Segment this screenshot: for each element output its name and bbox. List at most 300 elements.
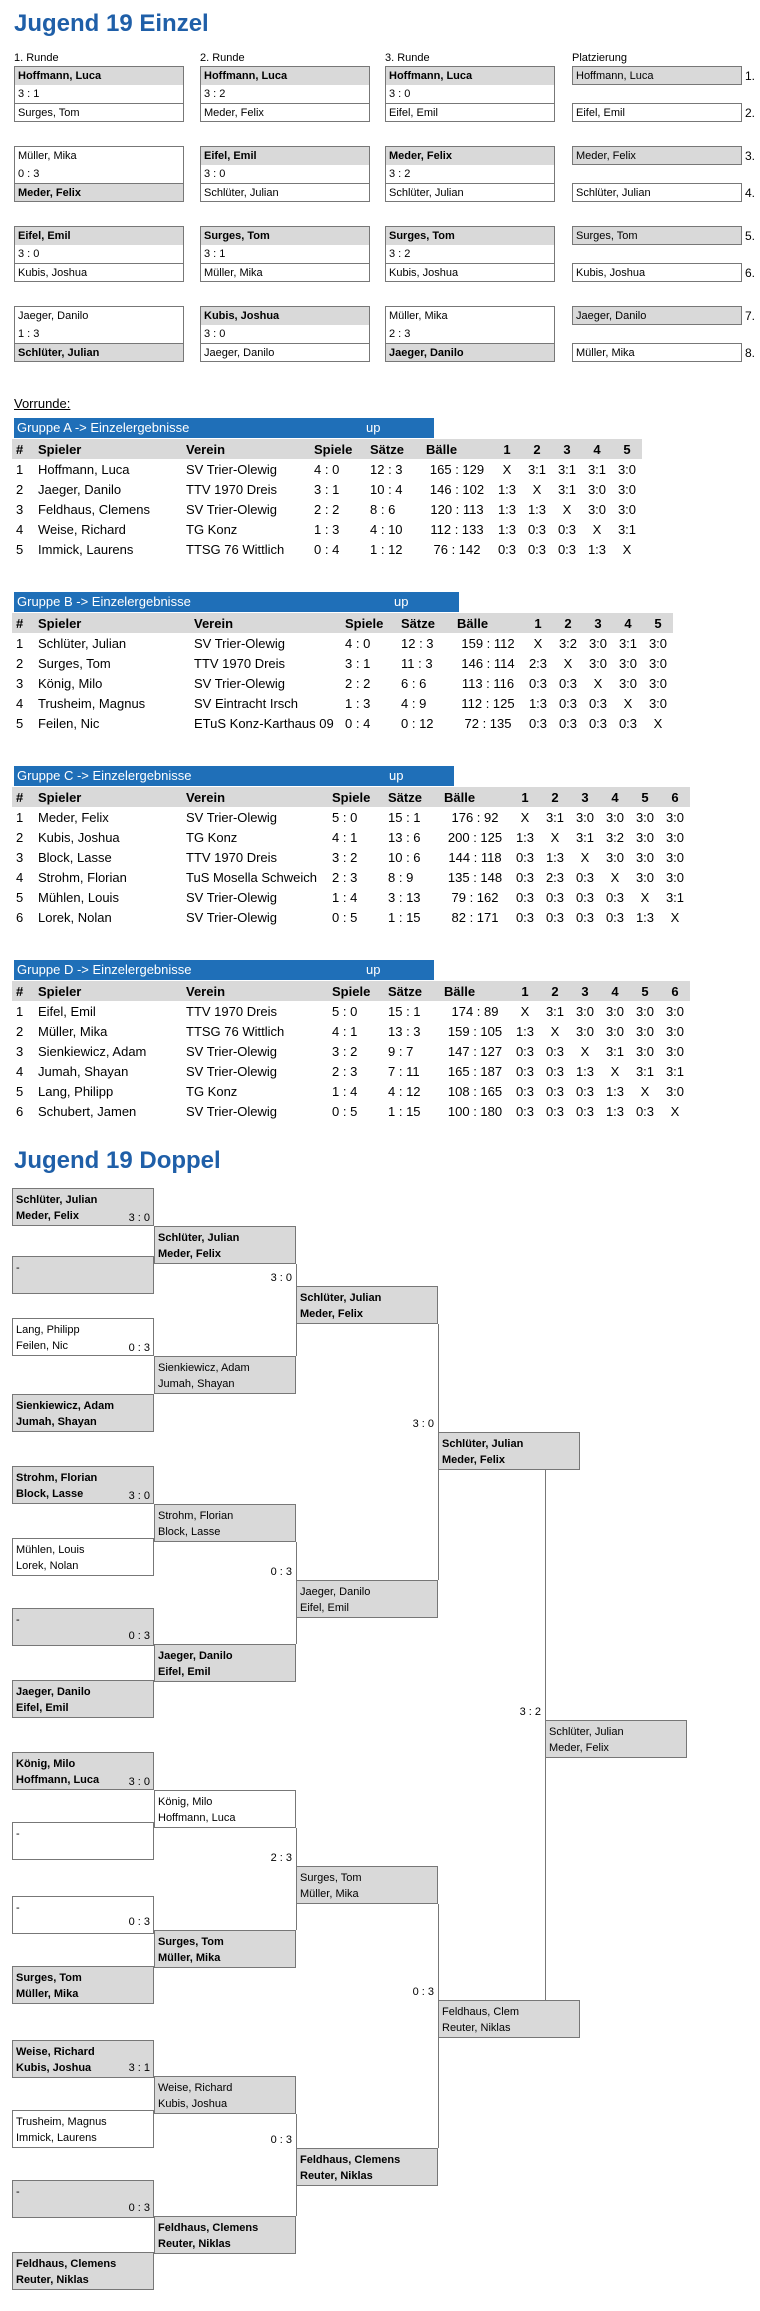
table-cell: 1:3 (515, 829, 535, 845)
column-header: Verein (182, 439, 310, 459)
team-player: Sienkiewicz, Adam (158, 1362, 250, 1374)
table-cell: SV Trier-Olewig (186, 461, 278, 477)
table-cell: 4 : 1 (332, 829, 358, 845)
column-header: 1 (510, 981, 540, 1001)
team-player: Müller, Mika (158, 1952, 221, 1964)
table-cell: 3:0 (618, 675, 638, 691)
table-cell: 3:0 (587, 501, 607, 517)
doubles-team-box (12, 1680, 154, 1718)
match-player: Eifel, Emil (200, 146, 370, 165)
table-row (12, 1061, 690, 1081)
match-score: 3 : 0 (128, 1490, 150, 1502)
placement-number: 1. (745, 69, 756, 83)
table-cell: 3:0 (665, 869, 685, 885)
team-player: Mühlen, Louis (16, 1544, 85, 1556)
team-player: Lang, Philipp (16, 1324, 80, 1336)
table-cell: 176 : 92 (451, 809, 499, 825)
match-score: 3 : 0 (385, 85, 555, 103)
match-box (200, 226, 370, 282)
team-player: Müller, Mika (16, 1988, 79, 2000)
match-score: 0 : 3 (14, 165, 184, 183)
group-header[interactable] (14, 766, 454, 786)
table-cell: 79 : 162 (451, 889, 499, 905)
table-cell: 3 (16, 849, 24, 865)
table-row (12, 479, 642, 499)
table-cell: 1:3 (575, 1063, 595, 1079)
team-player: Kubis, Joshua (16, 2062, 92, 2074)
doubles-team-box (296, 1580, 438, 1618)
table-cell: 159 : 112 (461, 635, 515, 651)
team-player: Feldhaus, Clemens (158, 2222, 259, 2234)
vorrunde-label: Vorrunde: (14, 396, 71, 411)
table-cell: 120 : 113 (430, 501, 484, 517)
table-cell: 3 : 2 (332, 1043, 358, 1059)
table-cell: 0:3 (557, 541, 577, 557)
table-cell: 3:0 (648, 675, 668, 691)
table-cell: Schubert, Jamen (38, 1103, 137, 1119)
table-cell: 3:0 (648, 695, 668, 711)
table-cell: 0:3 (515, 1063, 535, 1079)
table-cell: 5 (16, 1083, 24, 1099)
table-cell: 3:0 (587, 481, 607, 497)
table-cell: SV Trier-Olewig (194, 675, 286, 691)
table-cell: 3:0 (648, 655, 668, 671)
table-cell: Block, Lasse (38, 849, 112, 865)
table-cell: X (532, 481, 542, 497)
team-player: Schlüter, Julian (442, 1438, 524, 1450)
table-cell: X (533, 635, 543, 651)
table-cell: TG Konz (186, 1083, 238, 1099)
table-cell: 3:0 (617, 461, 637, 477)
table-cell: 11 : 3 (401, 655, 433, 671)
column-header: 5 (643, 613, 673, 633)
table-cell: 0 : 4 (314, 541, 340, 557)
table-cell: Schlüter, Julian (38, 635, 127, 651)
team-player: Jaeger, Danilo (300, 1586, 371, 1598)
doubles-team-box (154, 1930, 296, 1968)
table-row (12, 1041, 690, 1061)
table-cell: 8 : 9 (388, 869, 414, 885)
table-cell: 113 : 116 (461, 675, 515, 691)
table-cell: Feldhaus, Clemens (38, 501, 150, 517)
match-player: Jaeger, Danilo (200, 343, 370, 362)
column-header: Spieler (34, 613, 190, 633)
bracket-line (545, 1470, 546, 2000)
table-cell: 3:0 (665, 849, 685, 865)
column-header: Sätze (384, 787, 440, 807)
doubles-team-box (12, 1256, 154, 1294)
team-player: Meder, Felix (300, 1308, 363, 1320)
table-cell: 174 : 89 (451, 1003, 499, 1019)
doubles-team-box (545, 1720, 687, 1758)
table-cell: Trusheim, Magnus (38, 695, 146, 711)
match-score: 0 : 3 (128, 2202, 150, 2214)
bracket-line (154, 2078, 155, 2110)
table-cell: TTV 1970 Dreis (194, 655, 286, 671)
doubles-team-box (12, 1394, 154, 1432)
table-cell: TTSG 76 Wittlich (186, 541, 285, 557)
table-cell: 1:3 (527, 501, 547, 517)
table-cell: 5 (16, 541, 24, 557)
bracket-line (154, 1226, 155, 1256)
table-row (12, 673, 673, 693)
match-score: 3 : 2 (519, 1706, 541, 1718)
table-cell: TTSG 76 Wittlich (186, 1023, 285, 1039)
column-header: Sätze (397, 613, 453, 633)
table-cell: X (550, 1023, 560, 1039)
table-cell: 6 : 6 (401, 675, 427, 691)
match-box (385, 146, 555, 202)
group-table (12, 439, 642, 559)
placement-player: Eifel, Emil (572, 103, 742, 122)
table-cell: 3:0 (665, 1023, 685, 1039)
table-cell: 3 (16, 675, 24, 691)
column-header: 1 (523, 613, 553, 633)
team-player: Feldhaus, Clemens (16, 2258, 117, 2270)
match-player: Kubis, Joshua (14, 263, 184, 282)
group-name-link[interactable]: Gruppe D -> Einzelergebnisse (17, 962, 192, 977)
group-header[interactable] (14, 418, 434, 438)
column-header: Spiele (310, 439, 366, 459)
column-header: Spiele (328, 787, 384, 807)
match-player: Jaeger, Danilo (14, 306, 184, 325)
table-cell: X (580, 849, 590, 865)
table-cell: 1:3 (515, 1023, 535, 1039)
bracket-line (438, 1904, 439, 2148)
table-cell: 0 : 4 (345, 715, 371, 731)
table-cell: X (562, 501, 572, 517)
doubles-team-box (438, 2000, 580, 2038)
table-cell: 3:0 (588, 635, 608, 651)
table-cell: 3:1 (665, 1063, 685, 1079)
match-player: Eifel, Emil (14, 226, 184, 245)
table-cell: 1 : 3 (314, 521, 340, 537)
placement-spacer (572, 85, 742, 103)
match-player: Meder, Felix (14, 183, 184, 202)
table-cell: 15 : 1 (388, 1003, 421, 1019)
round-label: 2. Runde (200, 52, 245, 64)
placement-player: Jaeger, Danilo (572, 306, 742, 325)
table-cell: 10 : 6 (388, 849, 421, 865)
table-cell: 0:3 (545, 1103, 565, 1119)
match-score: 3 : 0 (412, 1418, 434, 1430)
table-cell: 3 : 1 (345, 655, 371, 671)
table-cell: 1:3 (497, 501, 517, 517)
table-cell: X (550, 829, 560, 845)
table-cell: 0:3 (588, 695, 608, 711)
column-header: Sätze (366, 439, 422, 459)
bracket-line (154, 1646, 155, 1680)
table-cell: 3:1 (665, 889, 685, 905)
group-name-link[interactable]: Gruppe A -> Einzelergebnisse (17, 420, 190, 435)
table-cell: 135 : 148 (447, 869, 503, 885)
table-cell: 1 : 4 (332, 889, 358, 905)
group-table (12, 787, 690, 927)
table-cell: 146 : 114 (461, 655, 515, 671)
table-cell: 147 : 127 (447, 1043, 503, 1059)
placement-number: 8. (745, 346, 756, 360)
table-cell: 12 : 3 (370, 461, 403, 477)
table-cell: Meder, Felix (38, 809, 109, 825)
table-cell: X (653, 715, 663, 731)
table-cell: Hoffmann, Luca (38, 461, 130, 477)
table-cell: 3:0 (665, 1003, 685, 1019)
group-table (12, 613, 673, 733)
team-player: Meder, Felix (158, 1248, 221, 1260)
placement-player: Hoffmann, Luca (572, 66, 742, 85)
column-header: # (12, 981, 34, 1001)
table-cell: 3:1 (605, 1043, 625, 1059)
table-cell: Lang, Philipp (38, 1083, 114, 1099)
table-cell: 3:0 (665, 809, 685, 825)
placement-spacer (572, 165, 742, 183)
column-header: # (12, 613, 34, 633)
table-row (12, 633, 673, 653)
team-player: König, Milo (158, 1796, 213, 1808)
table-cell: X (502, 461, 512, 477)
table-row (12, 1081, 690, 1101)
table-cell: 3:0 (635, 849, 655, 865)
match-player: Eifel, Emil (385, 103, 555, 122)
table-cell: X (580, 1043, 590, 1059)
table-cell: SV Trier-Olewig (194, 635, 286, 651)
doppel-title: Jugend 19 Doppel (14, 1147, 221, 1174)
table-cell: TTV 1970 Dreis (186, 1003, 278, 1019)
up-link[interactable]: up (389, 768, 404, 783)
table-row (12, 1001, 690, 1021)
table-cell: X (610, 869, 620, 885)
table-cell: 3 (16, 501, 24, 517)
table-cell: X (670, 909, 680, 925)
match-player: Surges, Tom (200, 226, 370, 245)
team-player: Meder, Felix (442, 1454, 505, 1466)
match-player: Meder, Felix (385, 146, 555, 165)
doubles-team-box (12, 2110, 154, 2148)
doubles-team-box (296, 1286, 438, 1324)
match-player: Schlüter, Julian (14, 343, 184, 362)
table-cell: 3:1 (617, 521, 637, 537)
table-cell: König, Milo (38, 675, 103, 691)
team-player: König, Milo (16, 1758, 76, 1770)
placement-number: 4. (745, 186, 756, 200)
table-cell: 0:3 (528, 675, 548, 691)
team-player: Schlüter, Julian (300, 1292, 382, 1304)
table-row (12, 887, 690, 907)
table-cell: 3:0 (605, 1023, 625, 1039)
group-table-header (12, 613, 673, 633)
table-cell: 15 : 1 (388, 809, 421, 825)
match-box (14, 306, 184, 362)
match-score: 2 : 3 (270, 1852, 292, 1864)
placement-player: Schlüter, Julian (572, 183, 742, 202)
match-score: 3 : 0 (128, 1212, 150, 1224)
table-cell: 5 : 0 (332, 809, 358, 825)
column-header: 4 (613, 613, 643, 633)
team-player: - (16, 1828, 20, 1840)
table-cell: Jaeger, Danilo (38, 481, 122, 497)
column-header: Bälle (422, 439, 492, 459)
column-header: 2 (553, 613, 583, 633)
table-cell: 4 (16, 869, 24, 885)
table-cell: 165 : 187 (447, 1063, 503, 1079)
match-player: Surges, Tom (385, 226, 555, 245)
match-score: 3 : 1 (14, 85, 184, 103)
group-header[interactable] (14, 592, 459, 612)
table-cell: 3:1 (575, 829, 595, 845)
table-cell: 3:0 (635, 809, 655, 825)
column-header: Bälle (440, 787, 510, 807)
table-cell: X (563, 655, 573, 671)
table-cell: 1:3 (605, 1103, 625, 1119)
match-score: 3 : 0 (200, 325, 370, 343)
match-score: 3 : 0 (14, 245, 184, 263)
table-cell: 0:3 (515, 869, 535, 885)
placement-spacer (572, 245, 742, 263)
team-player: Weise, Richard (16, 2046, 95, 2058)
up-link[interactable]: up (394, 594, 409, 609)
team-player: Reuter, Niklas (300, 2170, 373, 2182)
table-cell: 1 (16, 1003, 24, 1019)
table-cell: 2 (16, 829, 24, 845)
placement-box (572, 66, 742, 122)
team-player: Trusheim, Magnus (16, 2116, 107, 2128)
table-cell: 0:3 (558, 695, 578, 711)
match-score: 2 : 3 (385, 325, 555, 343)
table-cell: 1:3 (635, 909, 655, 925)
table-cell: 3 : 1 (314, 481, 340, 497)
table-cell: TuS Mosella Schweich (186, 869, 318, 885)
placement-player: Meder, Felix (572, 146, 742, 165)
match-score: 3 : 2 (385, 165, 555, 183)
group-table-header (12, 439, 642, 459)
match-score: 1 : 3 (14, 325, 184, 343)
match-score: 3 : 0 (128, 1776, 150, 1788)
table-cell: 0 : 5 (332, 1103, 358, 1119)
placement-box (572, 226, 742, 282)
team-player: Strohm, Florian (158, 1510, 234, 1522)
column-header: Sätze (384, 981, 440, 1001)
table-cell: 13 : 6 (388, 829, 421, 845)
group-table-header (12, 981, 690, 1001)
table-cell: 4 (16, 1063, 24, 1079)
column-header: 6 (660, 787, 690, 807)
table-cell: 3:0 (617, 481, 637, 497)
table-cell: 0:3 (618, 715, 638, 731)
table-cell: 1:3 (497, 481, 517, 497)
table-cell: 146 : 102 (429, 481, 485, 497)
doubles-team-box (154, 1644, 296, 1682)
team-player: Jumah, Shayan (158, 1378, 235, 1390)
table-cell: 3:0 (575, 809, 595, 825)
bracket-line (154, 1790, 155, 1822)
up-link[interactable]: up (366, 962, 381, 977)
column-header: 3 (570, 787, 600, 807)
placement-box (572, 146, 742, 202)
table-cell: 0:3 (515, 1103, 535, 1119)
table-row (12, 519, 642, 539)
bracket-line (438, 1324, 439, 1580)
team-player: Eifel, Emil (158, 1666, 211, 1678)
match-box (14, 146, 184, 202)
table-cell: 6 (16, 1103, 24, 1119)
table-cell: 1 : 3 (345, 695, 371, 711)
placement-spacer (572, 325, 742, 343)
table-cell: X (640, 889, 650, 905)
table-cell: 0:3 (515, 849, 535, 865)
group-name-link[interactable]: Gruppe C -> Einzelergebnisse (17, 768, 192, 783)
placement-number: 6. (745, 266, 756, 280)
team-player: Block, Lasse (16, 1488, 84, 1500)
match-score: 0 : 3 (270, 1566, 292, 1578)
table-cell: SV Trier-Olewig (186, 501, 278, 517)
match-player: Hoffmann, Luca (200, 66, 370, 85)
match-score: 0 : 3 (128, 1342, 150, 1354)
table-cell: Feilen, Nic (38, 715, 100, 731)
team-player: Strohm, Florian (16, 1472, 98, 1484)
doubles-team-box (154, 1226, 296, 1264)
table-cell: 0:3 (575, 1103, 595, 1119)
bracket-line (154, 1356, 155, 1394)
team-player: Eifel, Emil (300, 1602, 349, 1614)
placement-player: Surges, Tom (572, 226, 742, 245)
table-cell: 3:2 (558, 635, 578, 651)
table-cell: 0:3 (557, 521, 577, 537)
table-cell: SV Eintracht Irsch (194, 695, 299, 711)
table-cell: 2 : 3 (332, 869, 358, 885)
table-cell: 1 (16, 635, 24, 651)
group-table-header (12, 787, 690, 807)
table-row (12, 539, 642, 559)
column-header: Spieler (34, 981, 182, 1001)
column-header: Spiele (341, 613, 397, 633)
table-cell: 4 : 10 (370, 521, 403, 537)
group-header[interactable] (14, 960, 434, 980)
table-cell: X (593, 675, 603, 691)
placement-number: 7. (745, 309, 756, 323)
group-name-link[interactable]: Gruppe B -> Einzelergebnisse (17, 594, 191, 609)
table-cell: 1 : 4 (332, 1083, 358, 1099)
table-cell: 0:3 (575, 909, 595, 925)
table-cell: 1 : 15 (388, 909, 421, 925)
table-cell: 3:1 (635, 1063, 655, 1079)
column-header: 4 (600, 981, 630, 1001)
table-cell: X (622, 541, 632, 557)
team-player: Surges, Tom (300, 1872, 362, 1884)
up-link[interactable]: up (366, 420, 381, 435)
table-cell: 0:3 (558, 675, 578, 691)
column-header: 4 (600, 787, 630, 807)
table-cell: ETuS Konz-Karthaus 09 (194, 715, 334, 731)
table-cell: SV Trier-Olewig (186, 809, 278, 825)
table-cell: 0:3 (527, 541, 547, 557)
team-player: Schlüter, Julian (549, 1726, 624, 1738)
table-cell: 3:0 (575, 1023, 595, 1039)
table-cell: 3:0 (635, 1003, 655, 1019)
match-score: 0 : 3 (412, 1986, 434, 1998)
table-cell: 3:0 (665, 829, 685, 845)
table-row (12, 693, 673, 713)
match-player: Müller, Mika (200, 263, 370, 282)
table-cell: 4 : 0 (314, 461, 340, 477)
column-header: 3 (570, 981, 600, 1001)
round-label: Platzierung (572, 52, 628, 64)
doubles-team-box (154, 1356, 296, 1394)
doubles-team-box (296, 1866, 438, 1904)
team-player: Feldhaus, Clemens (300, 2154, 401, 2166)
table-cell: Strohm, Florian (38, 869, 127, 885)
match-score: 3 : 2 (385, 245, 555, 263)
team-player: - (16, 2186, 20, 2198)
